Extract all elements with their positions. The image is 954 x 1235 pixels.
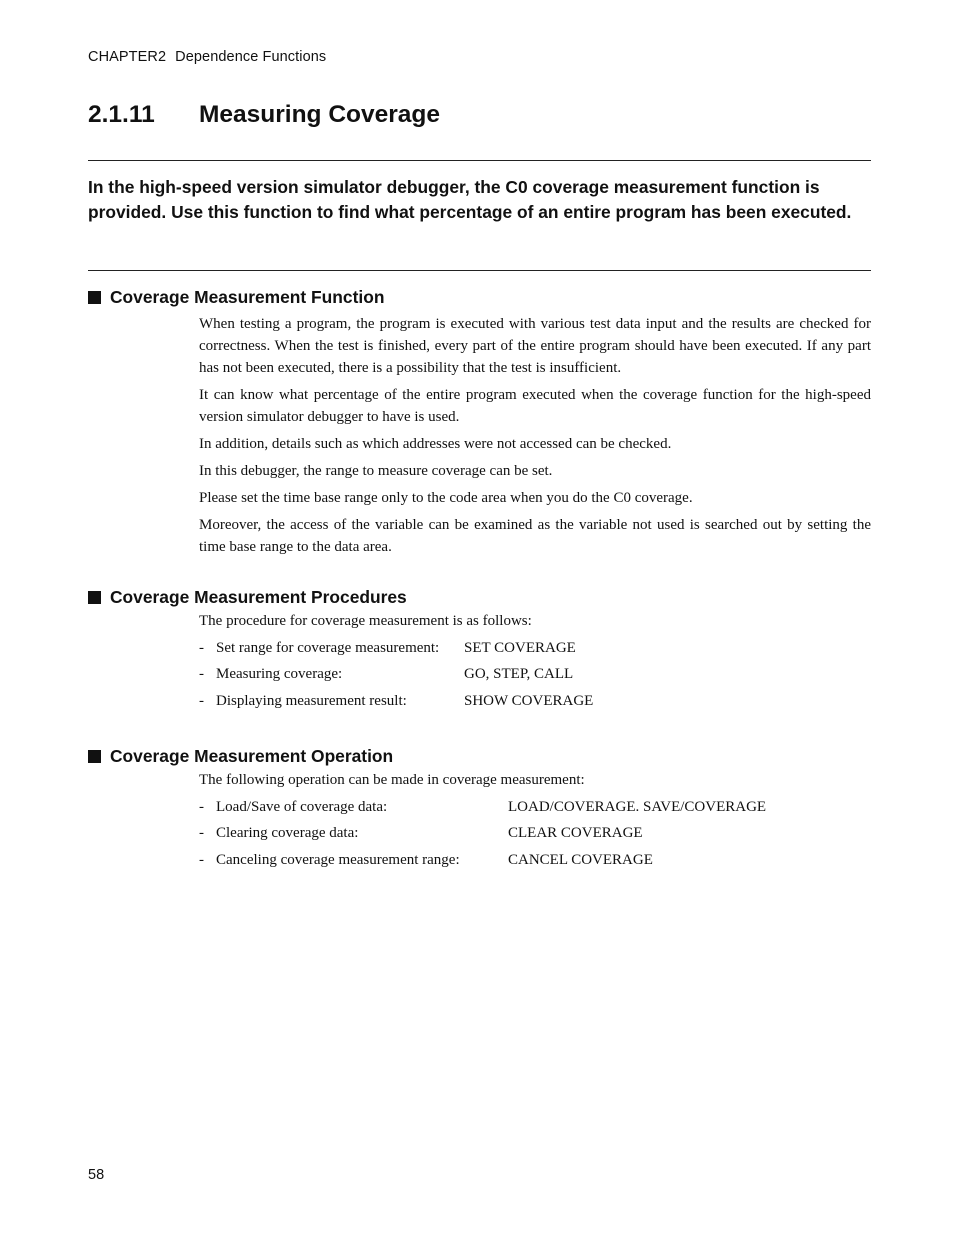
function-paragraph: In addition, details such as which addresses were not accessed can be checked. [199, 436, 672, 452]
function-paragraph: It can know what percentage of the entire program executed when the coverage function for the high-speed version simulator debugger to have is used. [199, 387, 871, 425]
list-dash: - [199, 693, 204, 709]
square-bullet-icon [88, 291, 101, 304]
list-item-command: CLEAR COVERAGE [508, 825, 643, 841]
list-item-command: GO, STEP, CALL [464, 666, 574, 682]
operation-heading-text: Coverage Measurement Operation [110, 746, 394, 766]
square-bullet-icon [88, 591, 101, 604]
list-item-command: LOAD/COVERAGE. SAVE/COVERAGE [508, 799, 767, 815]
bottom-divider [88, 270, 871, 271]
list-item-label: Measuring coverage: [216, 666, 343, 682]
list-dash: - [199, 640, 204, 656]
function-body [199, 313, 871, 563]
section-summary: In the high-speed version simulator debugger, the C0 coverage measurement function is provided. Use this function to find what percentage of an entire program has been executed. [88, 177, 852, 222]
function-heading-text: Coverage Measurement Function [110, 287, 385, 307]
function-paragraph: In this debugger, the range to measure coverage can be set. [199, 463, 553, 479]
chapter-title: Dependence Functions [175, 49, 327, 65]
list-item-command: SHOW COVERAGE [464, 693, 594, 709]
function-paragraph: Please set the time base range only to the code area when you do the C0 coverage. [199, 490, 693, 506]
operation-intro: The following operation can be made in coverage measurement: [199, 772, 585, 788]
procedures-heading-text: Coverage Measurement Procedures [110, 587, 407, 607]
square-bullet-icon [88, 750, 101, 763]
list-dash: - [199, 799, 204, 815]
list-item-label: Set range for coverage measurement: [216, 640, 440, 656]
page-number: 58 [88, 1167, 105, 1183]
list-item-command: CANCEL COVERAGE [508, 852, 653, 868]
list-dash: - [199, 852, 204, 868]
procedures-heading [88, 587, 407, 608]
chapter-label: CHAPTER2 [88, 49, 167, 65]
top-divider [88, 160, 871, 161]
procedures-intro: The procedure for coverage measurement is as follows: [199, 613, 532, 629]
list-item-label: Displaying measurement result: [216, 693, 407, 709]
list-dash: - [199, 666, 204, 682]
list-item-label: Canceling coverage measurement range: [216, 852, 460, 868]
function-paragraph: When testing a program, the program is executed with various test data input and the results are checked for correctness. When the test is finished, every part of the entire program should have been executed. If any part has not been executed, there is a possibility that the test is insufficient. [199, 316, 871, 376]
running-head [88, 49, 326, 65]
list-item-command: SET COVERAGE [464, 640, 576, 656]
section-title-text: Measuring Coverage [199, 101, 440, 128]
list-item-label: Load/Save of coverage data: [216, 799, 388, 815]
section-number: 2.1.11 [88, 101, 155, 128]
function-heading [88, 287, 384, 308]
list-dash: - [199, 825, 204, 841]
list-item-label: Clearing coverage data: [216, 825, 359, 841]
operation-heading [88, 746, 393, 767]
function-paragraph: Moreover, the access of the variable can be examined as the variable not used is searched out by setting the time base range to the data area. [199, 517, 871, 555]
section-title [88, 101, 440, 129]
